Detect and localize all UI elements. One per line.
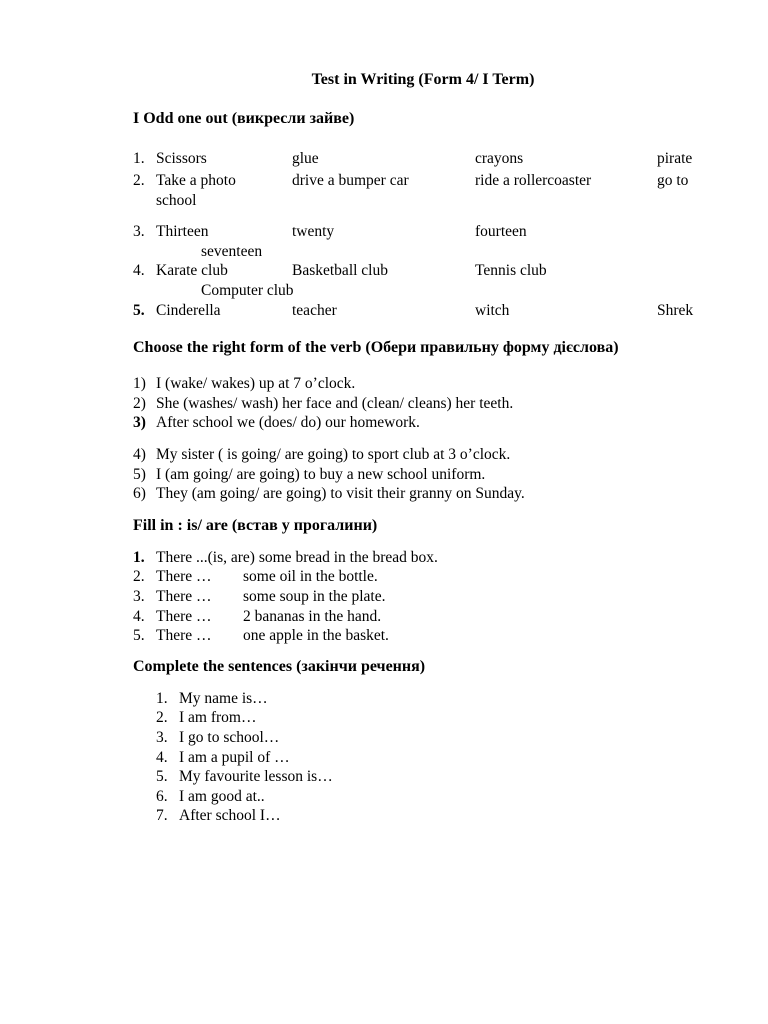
item-number: 3. — [133, 588, 145, 605]
item-text: My name is… — [179, 690, 268, 707]
odd-row-3-continuation: seventeen — [201, 243, 263, 260]
page-title: Test in Writing (Form 4/ I Term) — [311, 71, 535, 88]
odd-row-4-continuation: Computer club — [201, 282, 294, 299]
item-number: 7. — [156, 807, 168, 824]
item-text: They (am going/ are going) to visit their granny on Sunday. — [156, 485, 525, 502]
word-3: ride a rollercoaster — [475, 172, 592, 189]
item-text: I go to school… — [179, 729, 280, 746]
word-4: pirate — [657, 150, 693, 167]
item-text: some oil in the bottle. — [243, 568, 378, 585]
item-prefix: There … — [156, 568, 212, 585]
item-text: I am good at.. — [179, 788, 265, 805]
word-4: go to — [657, 172, 689, 189]
item-prefix: There … — [156, 627, 212, 644]
word-1: Cinderella — [156, 302, 221, 319]
item-text: I am from… — [179, 709, 257, 726]
word-1: Karate club — [156, 262, 228, 279]
word-1: Thirteen — [156, 223, 209, 240]
section-heading-odd-one-out: I Odd one out (викресли зайве) — [133, 110, 355, 127]
word-2: Basketball club — [292, 262, 388, 279]
row-number: 3. — [133, 223, 145, 240]
word-3: witch — [475, 302, 510, 319]
item-number: 1. — [156, 690, 168, 707]
word-3: crayons — [475, 150, 524, 167]
item-number: 3. — [156, 729, 168, 746]
item-prefix: There … — [156, 588, 212, 605]
section-heading-verb-form: Choose the right form of the verb (Обери правильну форму дієслова) — [133, 339, 619, 356]
word-1: Take a photo — [156, 172, 236, 189]
item-number: 2) — [133, 395, 146, 412]
item-number: 4. — [133, 608, 145, 625]
word-3: Tennis club — [475, 262, 547, 279]
row-number: 5. — [133, 302, 145, 319]
item-text: After school we (does/ do) our homework. — [156, 414, 420, 431]
word-4: Shrek — [657, 302, 694, 319]
item-number: 3) — [133, 414, 146, 431]
row-number: 1. — [133, 150, 145, 167]
word-2: drive a bumper car — [292, 172, 409, 189]
item-text: My favourite lesson is… — [179, 768, 333, 785]
item-number: 2. — [133, 568, 145, 585]
item-text: There ...(is, are) some bread in the bread box. — [156, 549, 438, 566]
item-prefix: There … — [156, 608, 212, 625]
item-text: I (am going/ are going) to buy a new school uniform. — [156, 466, 486, 483]
item-text: I (wake/ wakes) up at 7 o’clock. — [156, 375, 356, 392]
item-text: She (washes/ wash) her face and (clean/ cleans) her teeth. — [156, 395, 514, 412]
item-number: 1. — [133, 549, 145, 566]
item-text: some soup in the plate. — [243, 588, 386, 605]
item-number: 6) — [133, 485, 146, 502]
item-text: I am a pupil of … — [179, 749, 290, 766]
item-number: 4. — [156, 749, 168, 766]
item-number: 5) — [133, 466, 146, 483]
section-heading-complete-sentences: Complete the sentences (закінчи речення) — [133, 658, 426, 675]
word-1: Scissors — [156, 150, 207, 167]
item-number: 6. — [156, 788, 168, 805]
item-text: one apple in the basket. — [243, 627, 389, 644]
item-number: 1) — [133, 375, 146, 392]
word-3: fourteen — [475, 223, 527, 240]
item-number: 5. — [156, 768, 168, 785]
section-heading-fill-in: Fill in : is/ are (встав у прогалини) — [133, 517, 378, 534]
word-2: twenty — [292, 223, 335, 240]
item-number: 5. — [133, 627, 145, 644]
row-number: 2. — [133, 172, 145, 189]
word-2: teacher — [292, 302, 337, 319]
item-text: My sister ( is going/ are going) to sport club at 3 o’clock. — [156, 446, 511, 463]
item-number: 4) — [133, 446, 146, 463]
item-number: 2. — [156, 709, 168, 726]
item-text: After school I… — [179, 807, 281, 824]
row-number: 4. — [133, 262, 145, 279]
word-2: glue — [292, 150, 319, 167]
odd-row-2-continuation: school — [156, 192, 197, 209]
item-text: 2 bananas in the hand. — [243, 608, 382, 625]
